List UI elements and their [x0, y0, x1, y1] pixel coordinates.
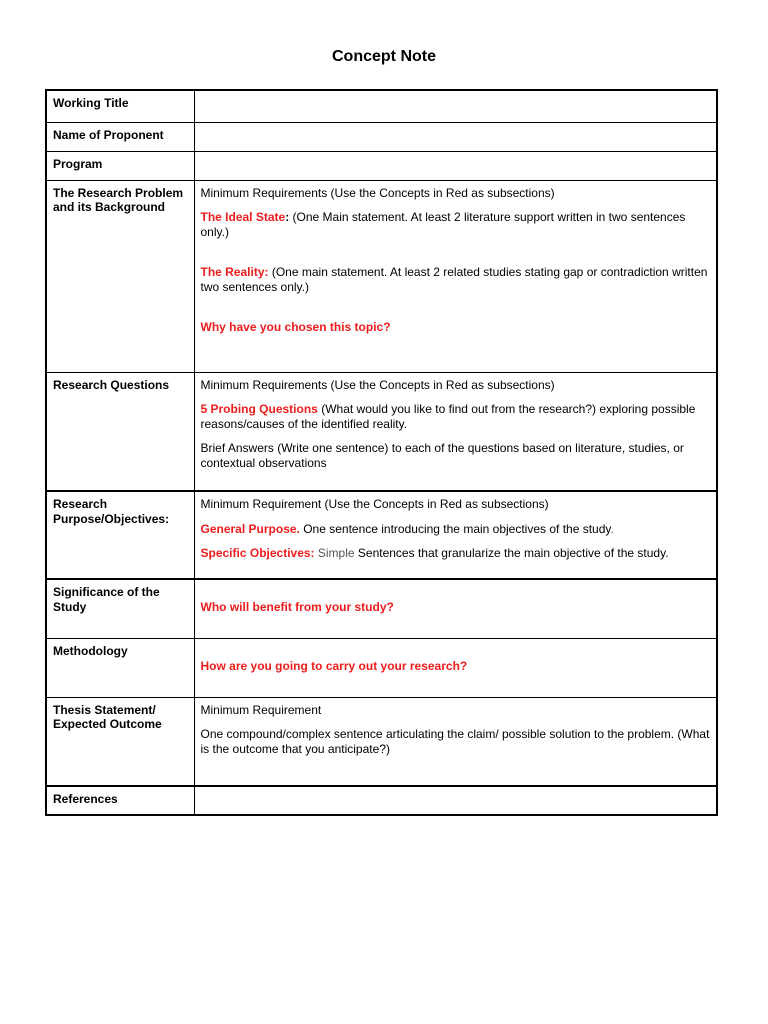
purpose-label: Research Purpose/Objectives:	[46, 491, 194, 579]
methodology-label: Methodology	[46, 638, 194, 697]
purpose-intro: Minimum Requirement (Use the Concepts in Red as subsections)	[200, 497, 549, 511]
significance-label: Significance of the Study	[46, 579, 194, 638]
references-field[interactable]	[194, 786, 717, 815]
ideal-state-colon: :	[285, 210, 290, 224]
research-questions-intro: Minimum Requirements (Use the Concepts in Red as subsections)	[200, 377, 555, 392]
ideal-state-key: The Ideal State	[200, 210, 286, 224]
methodology-field[interactable]	[194, 638, 717, 697]
specific-objectives-text: Sentences that granularize the main objective of the study.	[354, 546, 669, 560]
probing-questions-text: (What would you like to find out from the research?) exploring possible reasons/causes of the identified reality.	[200, 402, 696, 431]
research-questions-field[interactable]	[194, 372, 717, 491]
proponent-field[interactable]	[194, 122, 717, 151]
probing-questions-key: 5 Probing Questions	[200, 402, 318, 416]
reality-text: (One main statement. At least 2 related studies stating gap or contradiction written two sentences only.)	[200, 265, 708, 294]
research-questions-label: Research Questions	[46, 372, 194, 491]
table-row-research-problem	[46, 180, 717, 372]
table-row-thesis	[46, 697, 717, 786]
significance-question: Who will benefit from your study?	[200, 600, 394, 614]
specific-objectives-key: Specific Objectives:	[200, 546, 315, 560]
concept-note-table	[45, 89, 718, 816]
general-purpose-text: One sentence introducing the main objectives of the study	[299, 521, 611, 536]
table-row-working-title	[46, 90, 717, 122]
thesis-text: One compound/complex sentence articulating the claim/ possible solution to the problem. (What is the outcome that you anticipate?)	[200, 727, 710, 756]
program-field[interactable]	[194, 151, 717, 180]
purpose-field[interactable]	[194, 491, 717, 579]
why-topic-question: Why have you chosen this topic?	[200, 320, 391, 334]
table-row-program	[46, 151, 717, 180]
spacer	[201, 304, 711, 320]
research-problem-label: The Research Problem and its Background	[46, 180, 194, 372]
thesis-intro: Minimum Requirement	[200, 702, 322, 717]
table-row-research-questions	[46, 372, 717, 491]
references-label: References	[46, 786, 194, 815]
working-title-field[interactable]	[194, 90, 717, 122]
table-row-references	[46, 786, 717, 815]
proponent-label: Name of Proponent	[46, 122, 194, 151]
general-purpose-period: .	[610, 521, 614, 536]
table-row-methodology	[46, 638, 717, 697]
reality-paragraph	[201, 265, 711, 294]
reality-key: The Reality:	[200, 265, 269, 279]
table-row-proponent	[46, 122, 717, 151]
table-row-significance	[46, 579, 717, 638]
page-title: Concept Note	[332, 48, 436, 65]
brief-answers-paragraph: Brief Answers (Write one sentence) to each of the questions based on literature, studies, or contextual observations	[200, 441, 684, 470]
program-label: Program	[46, 151, 194, 180]
specific-objectives-simple: Simple	[314, 546, 355, 560]
probing-questions-paragraph	[201, 402, 711, 431]
research-problem-field[interactable]	[194, 180, 717, 372]
working-title-label: Working Title	[46, 90, 194, 122]
thesis-label: Thesis Statement/ Expected Outcome	[46, 697, 194, 786]
research-problem-intro: Minimum Requirements (Use the Concepts in Red as subsections)	[200, 185, 555, 200]
methodology-question: How are you going to carry out your research?	[200, 658, 468, 673]
significance-field[interactable]	[194, 579, 717, 638]
general-purpose-paragraph	[201, 522, 711, 537]
table-row-purpose	[46, 491, 717, 579]
ideal-state-paragraph	[201, 210, 711, 239]
ideal-state-text: (One Main statement. At least 2 literature support written in two sentences only.)	[200, 210, 686, 239]
specific-objectives-paragraph	[201, 546, 711, 561]
thesis-field[interactable]	[194, 697, 717, 786]
spacer	[201, 249, 711, 265]
general-purpose-key: General Purpose.	[200, 521, 300, 536]
